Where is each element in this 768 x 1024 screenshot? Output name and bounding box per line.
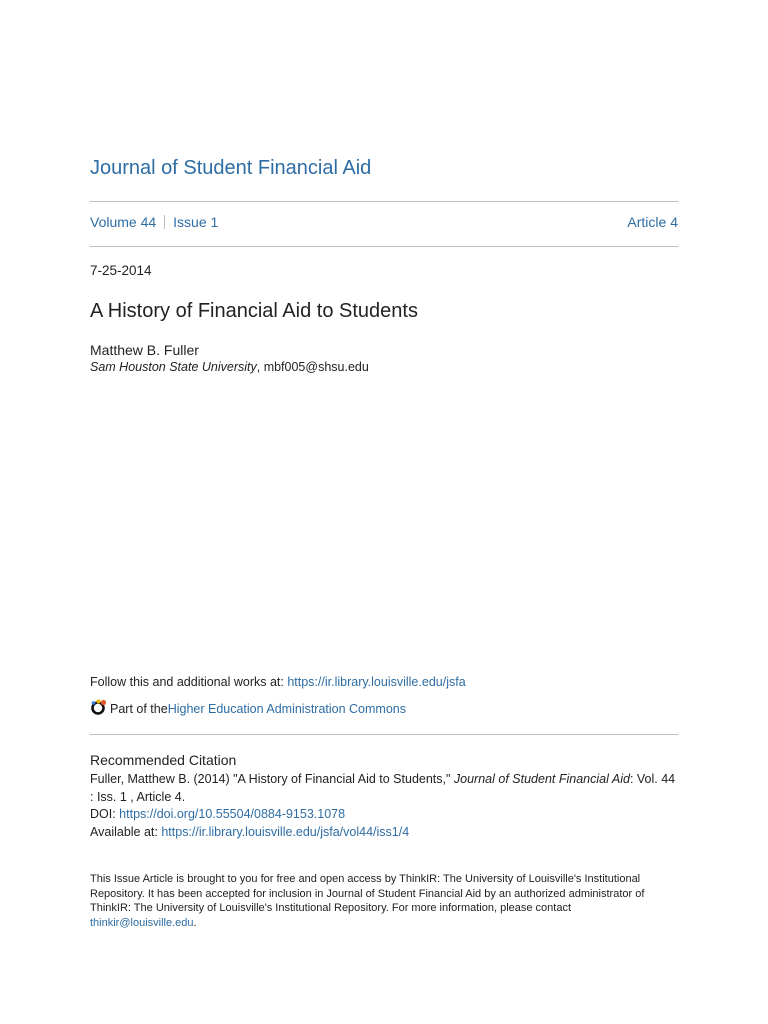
- follow-line: [90, 675, 466, 689]
- citation-volume: : Vol. 44 : Iss. 1 , Article 4.: [90, 772, 676, 804]
- doi-label: DOI:: [90, 807, 120, 821]
- article-title: A History of Financial Aid to Students: [90, 300, 418, 322]
- issue-bar: [90, 214, 678, 230]
- footer-text: This Issue Article is brought to you for free and open access by ThinkIR: The University of Louisville's Institutional Repository. It has been accepted for inclusion in Journal of Student Financial Aid by an authorized administrator of ThinkIR: The University of Louisville's Institutional Repository. For more information, please contact: [90, 873, 645, 914]
- affiliation-name: Sam Houston State University: [90, 360, 257, 374]
- author-affiliation: [90, 360, 369, 374]
- commons-link[interactable]: Higher Education Administration Commons: [167, 702, 406, 716]
- footer-notice: [90, 872, 680, 930]
- network-commons-icon: [90, 699, 110, 719]
- publication-date: 7-25-2014: [90, 263, 152, 278]
- author-email: , mbf005@shsu.edu: [256, 360, 369, 374]
- part-of-prefix: Part of the: [110, 702, 168, 716]
- journal-title-link[interactable]: Journal of Student Financial Aid: [90, 157, 372, 179]
- header-divider-top: [90, 201, 678, 202]
- doi-link[interactable]: https://doi.org/10.55504/0884-9153.1078: [119, 807, 346, 821]
- recommended-citation-heading: Recommended Citation: [90, 752, 237, 768]
- article-number-link[interactable]: Article 4: [627, 214, 678, 230]
- follow-prefix: Follow this and additional works at:: [90, 675, 288, 689]
- available-link[interactable]: https://ir.library.louisville.edu/jsfa/vol44/iss1/4: [161, 824, 410, 839]
- volume-link[interactable]: Volume 44: [90, 214, 157, 230]
- issue-separator: [164, 215, 165, 229]
- available-label: Available at:: [90, 824, 162, 839]
- citation-block: [90, 771, 680, 841]
- citation-text: Fuller, Matthew B. (2014) "A History of Financial Aid to Students,": [90, 772, 454, 786]
- header-divider-bottom: [90, 246, 678, 247]
- issue-link[interactable]: Issue 1: [173, 214, 219, 230]
- citation-journal: Journal of Student Financial Aid: [453, 772, 630, 786]
- follow-link[interactable]: https://ir.library.louisville.edu/jsfa: [287, 675, 466, 689]
- footer-end: .: [193, 916, 197, 929]
- contact-email-link[interactable]: thinkir@louisville.edu: [90, 916, 194, 929]
- author-name: Matthew B. Fuller: [90, 342, 199, 358]
- part-of-line: [90, 699, 406, 719]
- citation-divider: [90, 734, 678, 735]
